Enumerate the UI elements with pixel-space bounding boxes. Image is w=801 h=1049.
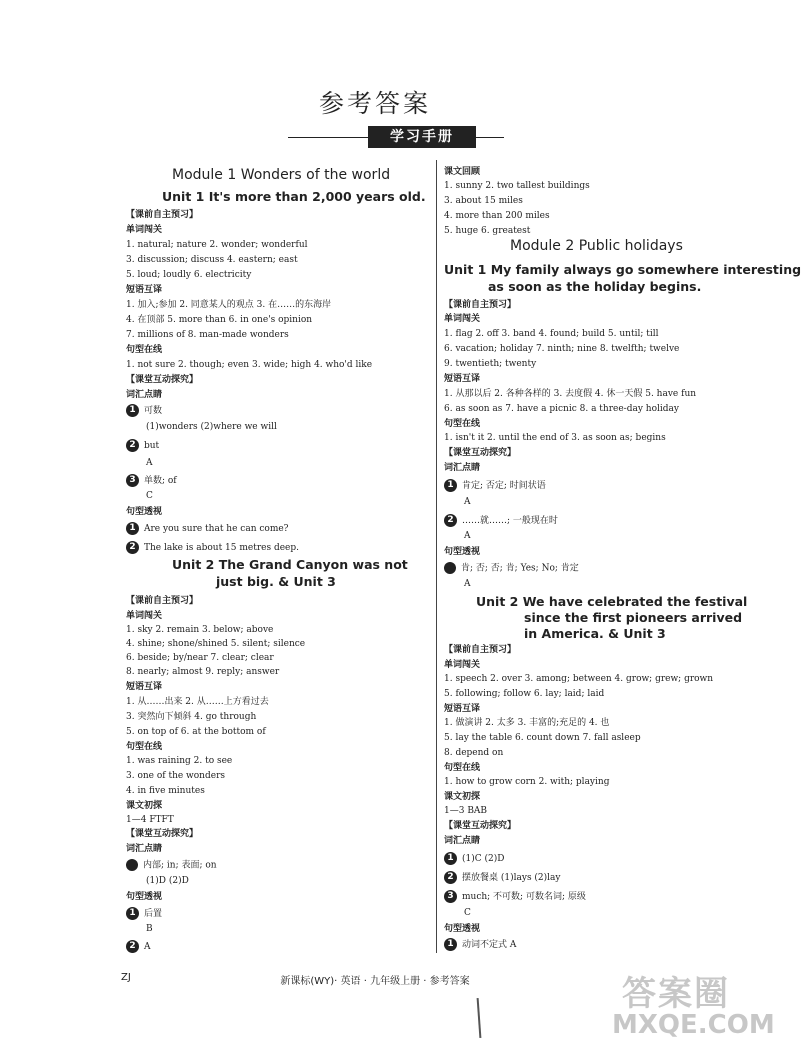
answer-text: 动词不定式 A	[462, 940, 517, 950]
answer-text: 肯定; 否定; 时间状语	[462, 481, 546, 491]
bullet-icon	[126, 859, 138, 871]
answer-line: A	[464, 579, 471, 589]
answer-line: 1. sunny 2. two tallest buildings	[444, 181, 590, 191]
section-label: 单词闯关	[444, 660, 481, 670]
answer-line: 1. 做演讲 2. 太多 3. 丰富的;充足的 4. 也	[444, 718, 610, 728]
unit-heading: as soon as the holiday begins.	[488, 279, 702, 294]
section-label: 词汇点睛	[126, 844, 163, 854]
answer-line: C	[146, 491, 153, 501]
section-label: 【课前自主预习】	[444, 645, 517, 655]
answer-line: 3. about 15 miles	[444, 196, 523, 206]
number-badge-icon: 1	[444, 479, 457, 492]
unit-heading: since the first pioneers arrived	[524, 610, 743, 625]
answer-line: 3. one of the wonders	[126, 771, 225, 781]
section-label: 词汇点睛	[444, 463, 481, 473]
numbered-answer	[126, 404, 162, 417]
number-badge-icon: 2	[444, 514, 457, 527]
answer-line: A	[146, 458, 153, 468]
answer-line: 4. 在顶部 5. more than 6. in one's opinion	[126, 315, 313, 325]
answer-line: 1. how to grow corn 2. with; playing	[444, 777, 610, 787]
answer-text: A	[144, 942, 151, 952]
answer-text: 内部; in; 表面; on	[143, 860, 217, 871]
answer-line: 1—3 BAB	[444, 806, 488, 816]
numbered-answer	[126, 907, 162, 920]
answer-line: A	[464, 497, 471, 507]
section-label: 【课前自主预习】	[444, 300, 517, 310]
number-badge-icon: 1	[444, 938, 457, 951]
banner-rule-right	[476, 137, 504, 138]
section-label: 【课堂互动探究】	[126, 829, 199, 839]
answer-line: 1. natural; nature 2. wonder; wonderful	[126, 240, 308, 250]
section-label: 课文初探	[444, 792, 481, 802]
numbered-answer	[444, 479, 546, 492]
answer-line: 1. 从……出来 2. 从……上方看过去	[126, 697, 269, 707]
column-divider	[436, 160, 437, 953]
watermark-text: 答案圈	[622, 974, 730, 1014]
answer-text: but	[144, 441, 160, 451]
unit-heading: Unit 2 The Grand Canyon was not	[172, 557, 408, 572]
numbered-answer	[126, 541, 299, 554]
section-label: 短语互译	[444, 704, 481, 714]
number-badge-icon: 1	[126, 404, 139, 417]
watermark-logo	[612, 966, 775, 1046]
answer-line: A	[464, 531, 471, 541]
section-label: 【课前自主预习】	[126, 210, 199, 220]
answer-text: 后置	[144, 909, 163, 919]
section-label: 课文回顾	[444, 167, 481, 177]
section-banner	[288, 126, 504, 148]
answer-text: much; 不可数; 可数名词; 原级	[462, 892, 586, 902]
answer-text: 可数	[144, 406, 163, 416]
unit-heading: Unit 1 It's more than 2,000 years old.	[162, 189, 426, 204]
module-heading: Module 1 Wonders of the world	[172, 167, 391, 183]
answer-line: 5. huge 6. greatest	[444, 226, 531, 236]
answer-text: ……就……; 一般现在时	[462, 516, 558, 526]
section-label: 句型透视	[126, 507, 163, 517]
answer-line: 8. depend on	[444, 748, 504, 758]
numbered-answer	[444, 938, 516, 951]
watermark-url: MXQE.COM	[612, 1010, 775, 1040]
answer-line: 1. not sure 2. though; even 3. wide; high 4. who'd like	[126, 360, 373, 370]
section-label: 词汇点睛	[444, 836, 481, 846]
numbered-answer	[126, 474, 177, 487]
bullet-icon	[444, 562, 456, 574]
numbered-answer	[444, 852, 504, 865]
answer-line: 1. sky 2. remain 3. below; above	[126, 625, 274, 635]
answer-line: 4. in five minutes	[126, 786, 205, 796]
answer-line: 1. 从那以后 2. 各种各样的 3. 去度假 4. 休一天假 5. have fun	[444, 389, 697, 399]
answer-line: 9. twentieth; twenty	[444, 359, 537, 369]
numbered-answer	[444, 890, 586, 903]
number-badge-icon: 1	[126, 522, 139, 535]
answer-line: 8. nearly; almost 9. reply; answer	[126, 667, 280, 677]
answer-text: The lake is about 15 metres deep.	[144, 543, 299, 553]
footer-book-info: 新课标(WY)· 英语 · 九年级上册 · 参考答案	[280, 976, 470, 987]
answer-line: 1. 加入;参加 2. 同意某人的观点 3. 在……的东海岸	[126, 300, 332, 310]
section-label: 【课堂互动探究】	[444, 821, 517, 831]
answer-line: 1. flag 2. off 3. band 4. found; build 5. until; till	[444, 329, 659, 339]
answer-line: (1)wonders (2)where we will	[146, 422, 277, 432]
banner-rule-left	[288, 137, 368, 138]
section-label: 短语互译	[126, 682, 163, 692]
answer-line: 6. beside; by/near 7. clear; clear	[126, 653, 274, 663]
section-label: 短语互译	[444, 374, 481, 384]
section-label: 句型在线	[444, 419, 481, 429]
section-label: 句型在线	[126, 742, 163, 752]
answer-text: 摆放餐桌 (1)lays (2)lay	[462, 873, 561, 883]
number-badge-icon: 3	[444, 890, 457, 903]
answer-line: C	[464, 908, 471, 918]
section-label: 词汇点睛	[126, 390, 163, 400]
answer-line: 5. on top of 6. at the bottom of	[126, 727, 266, 737]
answer-line: 3. 突然向下倾斜 4. go through	[126, 712, 257, 722]
footer-region-code: ZJ	[121, 972, 131, 983]
numbered-answer	[126, 439, 159, 452]
pencil-mark	[477, 998, 482, 1038]
section-label: 句型透视	[444, 924, 481, 934]
answer-line: 1. was raining 2. to see	[126, 756, 233, 766]
page-title: 参考答案	[318, 89, 431, 118]
number-badge-icon: 2	[126, 439, 139, 452]
banner-label: 学习手册	[368, 126, 476, 148]
section-label: 【课前自主预习】	[126, 596, 199, 606]
answer-line: 4. more than 200 miles	[444, 211, 550, 221]
number-badge-icon: 2	[126, 541, 139, 554]
section-label: 课文初探	[126, 801, 163, 811]
numbered-answer	[126, 522, 289, 535]
section-label: 单词闯关	[444, 314, 481, 324]
number-badge-icon: 2	[444, 871, 457, 884]
unit-heading: Unit 2 We have celebrated the festival	[476, 594, 748, 609]
numbered-answer	[444, 562, 579, 575]
numbered-answer	[444, 514, 558, 527]
answer-line: 6. as soon as 7. have a picnic 8. a three-day holiday	[444, 404, 679, 414]
section-label: 【课堂互动探究】	[444, 448, 517, 458]
section-label: 句型透视	[126, 892, 163, 902]
numbered-answer	[126, 940, 151, 953]
answer-line: 1. isn't it 2. until the end of 3. as soon as; begins	[444, 433, 666, 443]
unit-heading: just big. & Unit 3	[216, 574, 336, 589]
number-badge-icon: 3	[126, 474, 139, 487]
numbered-answer	[126, 859, 217, 872]
number-badge-icon: 2	[126, 940, 139, 953]
section-label: 句型在线	[126, 345, 163, 355]
answer-line: 5. following; follow 6. lay; laid; laid	[444, 689, 605, 699]
answer-line: 1—4 FTFT	[126, 815, 174, 825]
numbered-answer	[444, 871, 561, 884]
number-badge-icon: 1	[126, 907, 139, 920]
module-heading: Module 2 Public holidays	[510, 238, 683, 254]
section-label: 短语互译	[126, 285, 163, 295]
answer-text: Are you sure that he can come?	[144, 524, 289, 534]
answer-text: 单数; of	[144, 476, 177, 486]
section-label: 单词闯关	[126, 225, 163, 235]
answer-line: 3. discussion; discuss 4. eastern; east	[126, 255, 298, 265]
number-badge-icon: 1	[444, 852, 457, 865]
answer-line: 6. vacation; holiday 7. ninth; nine 8. twelfth; twelve	[444, 344, 680, 354]
answer-line: 7. millions of 8. man-made wonders	[126, 330, 289, 340]
unit-heading: Unit 1 My family always go somewhere interesting	[444, 262, 801, 277]
answer-line: 5. lay the table 6. count down 7. fall asleep	[444, 733, 641, 743]
section-label: 句型在线	[444, 763, 481, 773]
answer-line: (1)D (2)D	[146, 876, 189, 886]
answer-line: 4. shine; shone/shined 5. silent; silence	[126, 639, 306, 649]
section-label: 【课堂互动探究】	[126, 375, 199, 385]
answer-text: 肯; 否; 否; 肯; Yes; No; 肯定	[461, 563, 579, 574]
answer-line: B	[146, 924, 153, 934]
answer-text: (1)C (2)D	[462, 854, 505, 864]
answer-line: 5. loud; loudly 6. electricity	[126, 270, 252, 280]
section-label: 句型透视	[444, 547, 481, 557]
section-label: 单词闯关	[126, 611, 163, 621]
unit-heading: in America. & Unit 3	[524, 626, 666, 641]
answer-line: 1. speech 2. over 3. among; between 4. grow; grew; grown	[444, 674, 714, 684]
